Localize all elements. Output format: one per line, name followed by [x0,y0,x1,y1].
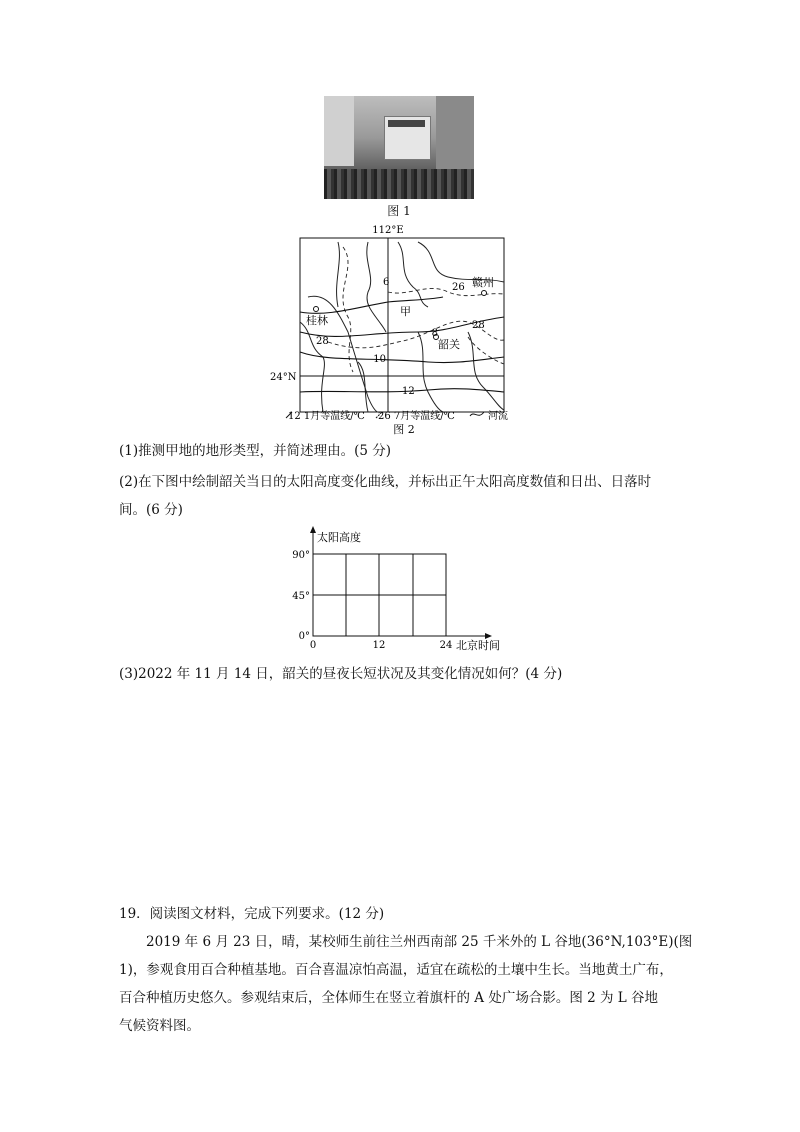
question-3: (3)2022 年 11 月 14 日，韶关的昼夜长短状况及其变化情况如何？(4 分) [119,666,563,682]
guilin-label: 桂林 [306,314,328,327]
shaoguan-label: 韶关 [438,338,460,351]
jia-label: 甲 [400,305,411,318]
x-tick-12: 12 [372,640,386,651]
question-2-line-2: 间。(6 分) [119,502,183,518]
y-axis-title: 太阳高度 [317,531,361,544]
longitude-label: 112°E [372,225,404,236]
x-tick-0: 0 [309,640,317,651]
section-19-para-line-3: 百合种植历史悠久。参观结束后，全体师生在竖立着旗杆的 A 处广场合影。图 2 为 L 谷地 [119,990,659,1006]
jul-isotherm-28-west: 28 [316,336,329,347]
figure-1-photo [324,96,474,199]
legend-river: 河流 [488,411,508,422]
section-19-para-line-1: 2019 年 6 月 23 日，晴，某校师生前往兰州西南部 25 千米外的 L 谷地(36°N,103°E)(图 [146,934,693,950]
y-tick-45: 45° [292,591,310,602]
section-19-para-line-2: 1)，参观食用百合种植基地。百合喜温凉怕高温，适宜在疏松的土壤中生长。当地黄土广布， [119,962,673,978]
jan-isotherm-10: 10 [373,354,386,365]
jan-isotherm-12: 12 [402,386,415,397]
latitude-label: 24°N [270,372,297,383]
y-tick-0: 0° [298,631,310,642]
section-19-heading: 19．阅读图文材料，完成下列要求。(12 分) [119,906,385,922]
guilin-marker [314,307,319,312]
x-axis-title: 北京时间 [456,639,500,652]
ganzhou-marker [482,291,487,296]
section-19-para-line-4: 气候资料图。 [119,1018,200,1034]
jul-isotherm-26: 26 [452,282,465,293]
legend-jul: 26 7月等温线/℃ [378,411,455,422]
question-1: (1)推测甲地的地形类型，并简述理由。(5 分) [119,443,392,459]
jul-isotherm-28-east: 28 [472,320,485,331]
sun-altitude-grid [290,524,530,654]
figure-1-caption: 图 1 [387,204,411,218]
question-2-line-1: (2)在下图中绘制韶关当日的太阳高度变化曲线，并标出正午太阳高度数值和日出、日落时 [119,474,652,490]
x-tick-24: 24 [439,640,453,651]
legend-jan: 12 1月等温线/℃ [288,411,365,422]
river-legend-icon [470,412,484,416]
ganzhou-label: 赣州 [472,276,494,289]
figure-2-caption: 图 2 [393,423,415,436]
figure-2-map [268,222,540,440]
jan-isotherm-6: 6 [383,277,390,288]
y-tick-90: 90° [292,550,310,561]
jan-isotherm-8: 8 [431,328,438,339]
